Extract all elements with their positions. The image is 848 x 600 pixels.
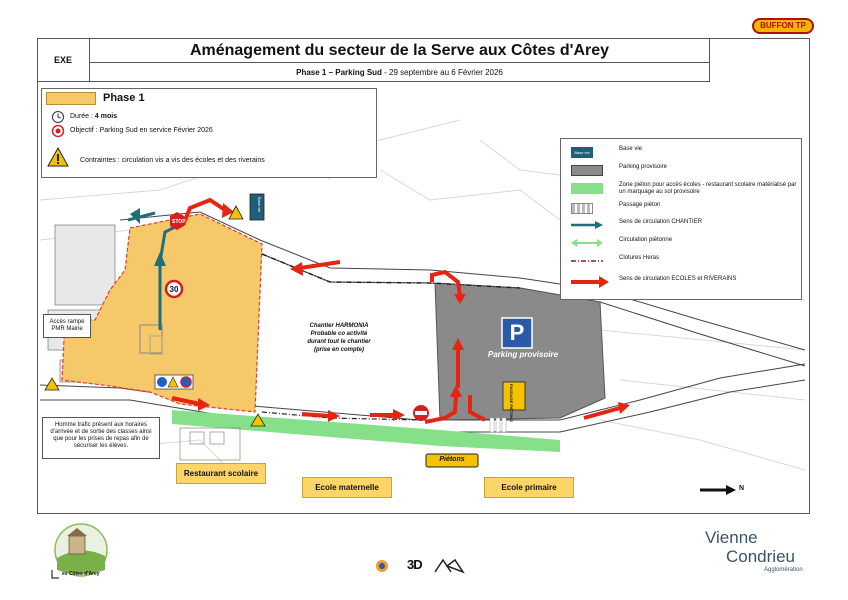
legend-row-crossing <box>571 201 799 217</box>
page-subtitle <box>90 63 710 82</box>
partner-logos <box>375 556 485 576</box>
north-arrow-head <box>726 485 736 495</box>
agglomeration-label: Agglomération <box>764 567 803 573</box>
legend-label: Base vie <box>619 146 643 152</box>
chantier-note-line: durant tout le chantier <box>307 339 371 345</box>
objectif-line: Objectif : Parking Sud en service Février 2026 <box>70 127 213 134</box>
acces-rampe-note <box>43 314 91 338</box>
homme-trafic-line: sécuriser les élèves. <box>73 443 129 449</box>
base-vie-label: Base vie <box>257 197 262 213</box>
stop-sign-label: STOP <box>172 219 186 225</box>
legend-label: Clotures Heras <box>619 255 660 261</box>
exe-label: EXE <box>37 38 90 82</box>
ecole-maternelle-tag: Ecole maternelle <box>302 477 392 498</box>
pedestrian-zone-swatch <box>571 183 603 194</box>
chantier-arrowhead-2 <box>130 208 140 224</box>
homme-trafic-line: que pour les prises de repas afin de <box>53 436 149 442</box>
phase-title: Phase 1 <box>103 92 145 104</box>
legend-box <box>560 138 802 300</box>
base-vie-swatch: Base vie <box>571 147 593 158</box>
chantier-harmonia-note <box>296 322 382 354</box>
target-icon <box>51 124 65 138</box>
pedestrian-mandatory-sign <box>157 377 167 387</box>
condrieu-label: Condrieu <box>726 547 795 566</box>
legend-row-chantier <box>571 218 799 234</box>
legend-row-ecoles <box>571 275 799 291</box>
pietons-label: Piétons <box>439 456 465 463</box>
buffon-tp-logo: BUFFON TP <box>752 18 814 34</box>
legend-row-pedestrian <box>571 236 799 252</box>
phase-swatch <box>46 92 96 105</box>
subtitle-phase: Phase 1 – Parking Sud <box>296 68 382 77</box>
homme-trafic-note <box>42 417 160 459</box>
ecole-primaire-tag: Ecole primaire <box>484 477 574 498</box>
north-label: N <box>739 485 745 492</box>
acces-rampe-line: Accès rampe <box>49 319 85 325</box>
warning-icon <box>46 146 70 168</box>
legend-label: Parking provisoire <box>619 164 668 170</box>
partner-logo-triangles <box>435 560 463 572</box>
no-parking-sign <box>181 377 191 387</box>
parking-provisoire-label: Parking provisoire <box>487 350 559 359</box>
legend-label: Circulation piétonne <box>619 237 673 243</box>
restaurant-scolaire-tag: Restaurant scolaire <box>176 463 266 484</box>
chantier-note-line: Probable co activité <box>310 331 368 337</box>
3d-logo: 3D <box>407 557 422 572</box>
duree-value: 4 mois <box>94 113 118 120</box>
crossing-stripes <box>490 418 506 432</box>
subtitle-dates: - 29 septembre au 6 Février 2026 <box>381 68 503 77</box>
speed-sign-label: 30 <box>169 285 179 294</box>
contraintes-line: Contraintes : circulation vis a vis des écoles et des riverains <box>80 157 265 164</box>
duree-line <box>70 113 117 120</box>
parking-swatch <box>571 165 603 176</box>
crossing-swatch <box>571 203 593 214</box>
no-entry-bar <box>415 411 427 415</box>
school-buildings <box>180 428 240 460</box>
legend-label: Passage piéton <box>619 202 661 208</box>
legend-label: Sens de circulation ECOLES et RIVERAINS <box>619 276 737 282</box>
legend-label: Sens de circulation CHANTIER <box>619 219 703 225</box>
clock-icon <box>51 110 65 124</box>
acces-rampe-line: PMR Mairie <box>51 326 83 332</box>
legend-row-base-vie <box>571 145 799 161</box>
legend-label: Zone piéton pour accès écoles - restaurant scolaire matérialisé par un marquage au sol provisoire <box>619 182 797 195</box>
homme-trafic-line: Homme trafic présent aux horaires <box>54 422 148 428</box>
legend-row-heras <box>571 254 799 270</box>
homme-trafic-line: d'arrivée et de sortie des classes ainsi <box>50 429 152 435</box>
chantier-note-line: Chantier HARMONIA <box>309 323 369 329</box>
parking-p-symbol: P <box>509 320 525 345</box>
legend-row-pedestrian-zone <box>571 181 799 199</box>
page-title: Aménagement du secteur de la Serve aux Côtes d'Arey <box>90 38 710 63</box>
duree-label: Durée : <box>70 113 95 120</box>
vienne-label: Vienne <box>705 528 758 547</box>
cotes-arey-label: es Côtes d'Arey <box>62 571 100 577</box>
chantier-note-line: (prise en compte) <box>313 347 364 353</box>
legend-row-parking <box>571 163 799 179</box>
passage-pietons-label: PASSAGE PIÉTONS <box>509 384 514 422</box>
